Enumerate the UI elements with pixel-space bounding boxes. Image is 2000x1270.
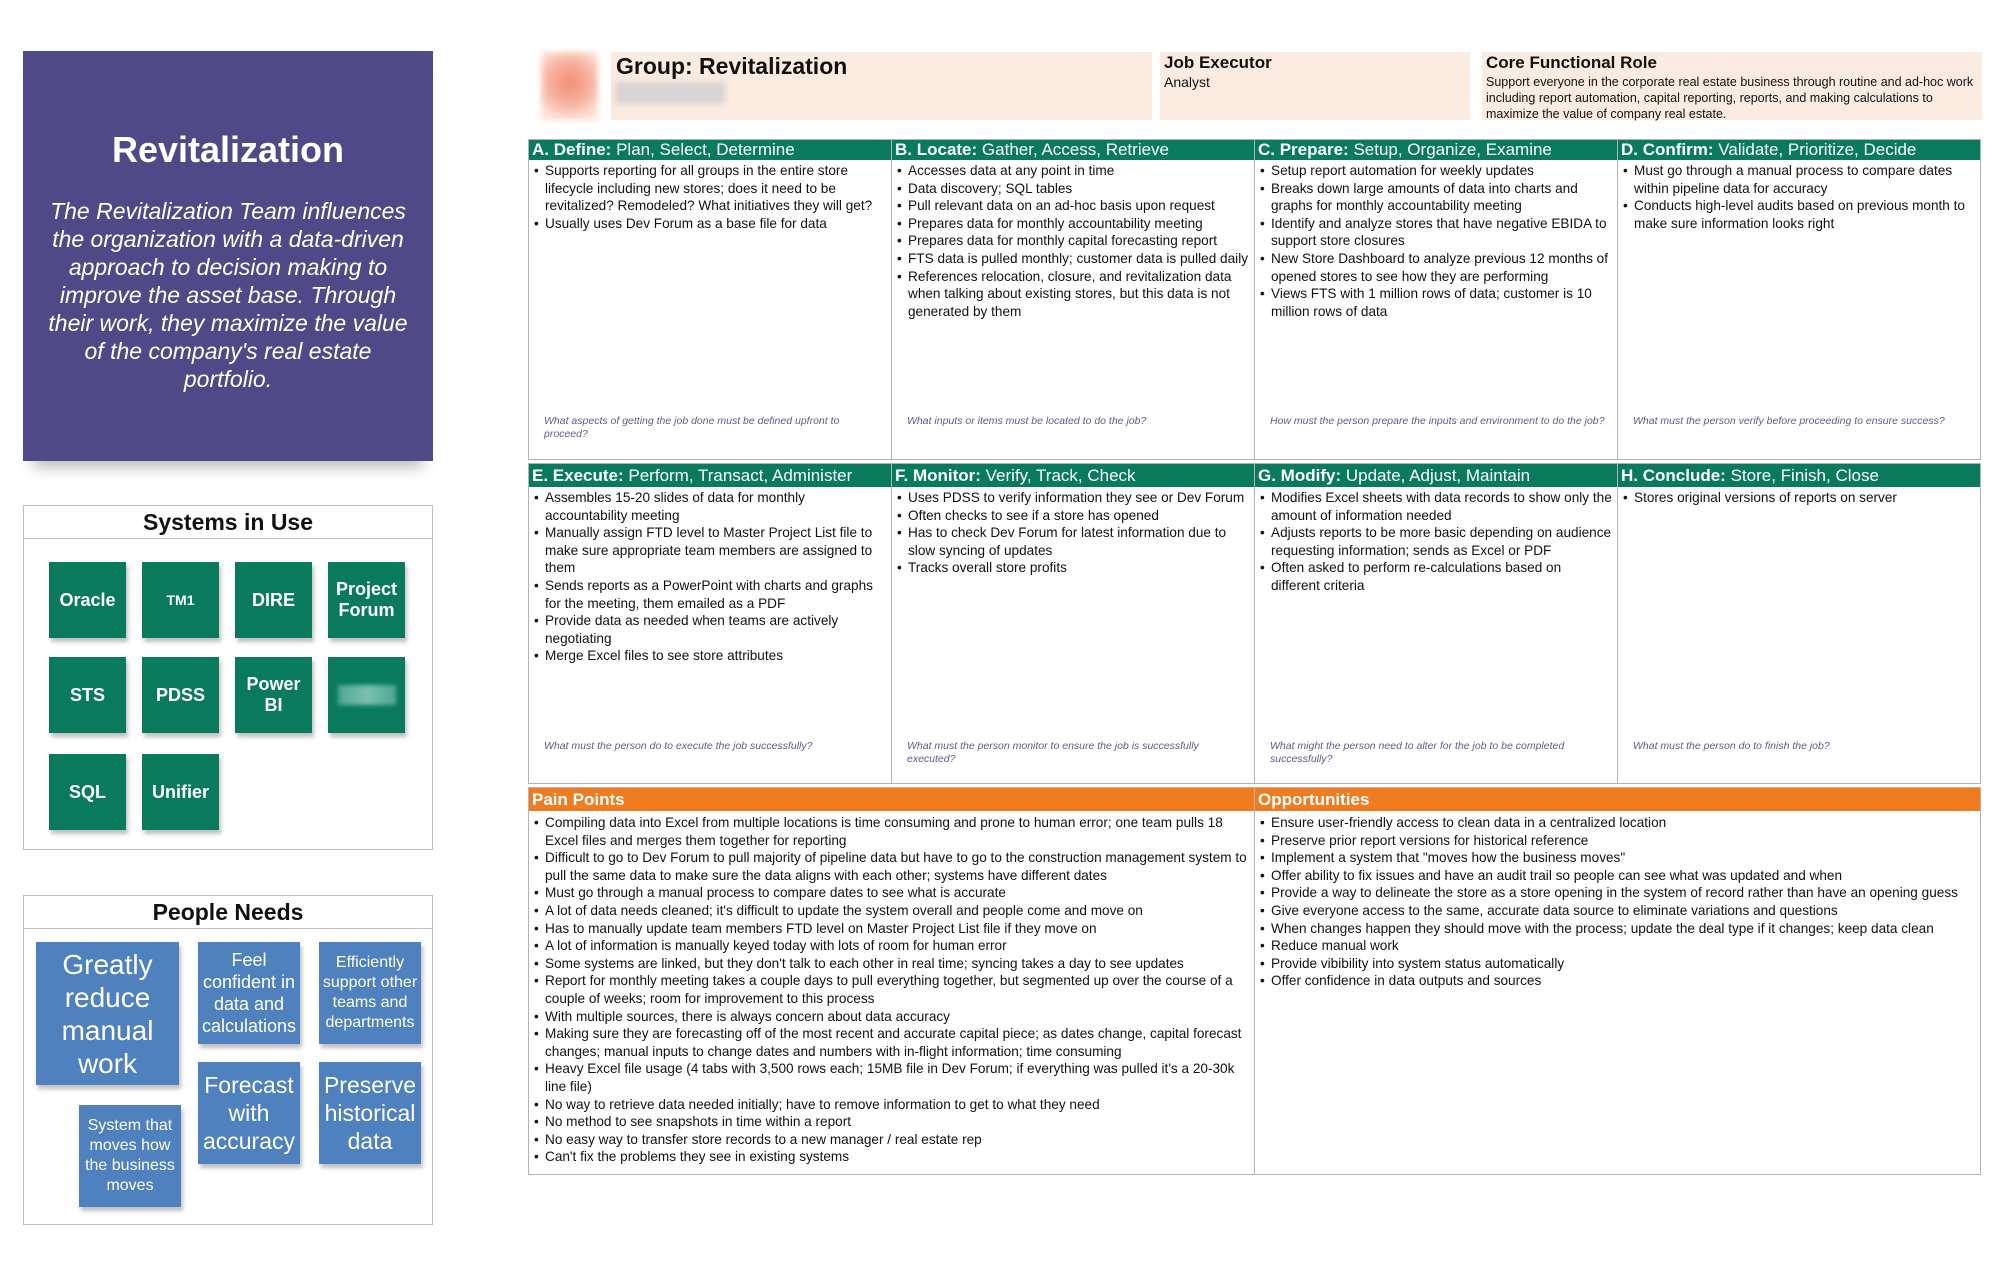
bullet-item: • No method to see snapshots in time within a report: [534, 1113, 1250, 1131]
redacted-label: [338, 685, 396, 705]
system-tile-sts: STS: [49, 657, 126, 733]
bullet-item: • Ensure user-friendly access to clean data in a centralized location: [1260, 814, 1976, 832]
bullet-item: • Stores original versions of reports on server: [1623, 489, 1976, 507]
bullet-item: • Setup report automation for weekly updates: [1260, 162, 1613, 180]
bullet-item: • Manually assign FTD level to Master Project List file to make sure appropriate team members are assigned to them: [534, 524, 887, 577]
bullet-item: • Implement a system that "moves how the business moves": [1260, 849, 1976, 867]
pain-points-title: Pain Points: [529, 788, 1254, 811]
stage-conclude-bullets: [1618, 487, 1980, 507]
bullet-item: • Some systems are linked, but they don't talk to each other in real time; syncing takes a day to see updates: [534, 955, 1250, 973]
bullet-item: • Provide a way to delineate the store as a store opening in the system of record rather than have an opening guess: [1260, 884, 1976, 902]
stage-conclude: [1617, 463, 1981, 784]
pain-points-list: [529, 811, 1254, 1166]
bullet-item: • No way to retrieve data needed initially; have to remove information to get to what they need: [534, 1096, 1250, 1114]
bullet-item: • Has to check Dev Forum for latest information due to slow syncing of updates: [897, 524, 1250, 559]
bullet-item: • Compiling data into Excel from multiple locations is time consuming and prone to human error; one team pulls 18 Excel files and merges them together for reporting: [534, 814, 1250, 849]
bullet-item: • Has to manually update team members FTD level on Master Project List file if they move on: [534, 920, 1250, 938]
core-role-label: Core Functional Role: [1486, 53, 1657, 72]
stage-monitor-bullets: [892, 487, 1254, 577]
stage-prepare: [1254, 139, 1618, 460]
bullet-item: • Adjusts reports to be more basic depending on audience requesting information; sends as Excel or PDF: [1260, 524, 1613, 559]
bullet-item: • Often asked to perform re-calculations based on different criteria: [1260, 559, 1613, 594]
need-note-system-moves: System that moves how the business moves: [79, 1105, 181, 1207]
redacted-name: [615, 82, 725, 104]
opportunities-list: [1255, 811, 1980, 990]
opportunities-title: Opportunities: [1255, 788, 1980, 811]
stage-locate: [891, 139, 1255, 460]
job-executor-box: [1160, 52, 1470, 120]
stage-confirm-question: What must the person verify before proceeding to ensure success?: [1633, 415, 1945, 427]
group-header: [611, 52, 1152, 120]
stage-locate-bullets: [892, 160, 1254, 320]
bullet-item: • Heavy Excel file usage (4 tabs with 3,500 rows each; 15MB file in Dev Forum; if everything was pulled it's a 20-30k line file): [534, 1060, 1250, 1095]
stage-execute: [528, 463, 892, 784]
stage-confirm-header: D. Confirm: Validate, Prioritize, Decide: [1618, 140, 1980, 160]
stage-execute-bullets: [529, 487, 891, 665]
bullet-item: • With multiple sources, there is always concern about data accuracy: [534, 1008, 1250, 1026]
systems-title: Systems in Use: [24, 506, 432, 539]
bullet-item: • Merge Excel files to see store attributes: [534, 647, 887, 665]
bullet-item: • Identify and analyze stores that have negative EBIDA to support store closures: [1260, 215, 1613, 250]
stage-confirm-bullets: [1618, 160, 1980, 232]
pain-points-section: [528, 787, 1255, 1175]
bullet-item: • Prepares data for monthly capital forecasting report: [897, 232, 1250, 250]
core-role-value: Support everyone in the corporate real estate business through routine and ad-hoc work including report automation, capital reporting, reports, and making calculations to maximize the value of company real estate.: [1486, 75, 1974, 121]
job-executor-label: Job Executor: [1164, 53, 1272, 72]
bullet-item: • Prepares data for monthly accountability meeting: [897, 215, 1250, 233]
system-tile-dire: DIRE: [235, 562, 312, 638]
stage-monitor-question: What must the person monitor to ensure the job is successfully executed?: [907, 740, 1199, 765]
stage-conclude-header: H. Conclude: Store, Finish, Close: [1618, 464, 1980, 487]
team-description: The Revitalization Team influences the organization with a data-driven approach to decision making to improve the asset base. Through their work, they maximize the value of the company's real estate portfolio.: [48, 198, 408, 392]
core-role-box: [1482, 52, 1982, 120]
bullet-item: • A lot of information is manually keyed today with lots of room for human error: [534, 937, 1250, 955]
bullet-item: • Breaks down large amounts of data into charts and graphs for monthly accountability meeting: [1260, 180, 1613, 215]
bullet-item: • Provide vibibility into system status automatically: [1260, 955, 1976, 973]
bullet-item: • FTS data is pulled monthly; customer data is pulled daily: [897, 250, 1250, 268]
bullet-item: • New Store Dashboard to analyze previous 12 months of opened stores to see how they are performing: [1260, 250, 1613, 285]
bullet-item: • Can't fix the problems they see in existing systems: [534, 1148, 1250, 1166]
bullet-item: • Tracks overall store profits: [897, 559, 1250, 577]
bullet-item: • Uses PDSS to verify information they see or Dev Forum: [897, 489, 1250, 507]
system-tile-tm1: TM1: [142, 562, 219, 638]
need-note-reduce-manual-work: Greatly reduce manual work: [36, 942, 179, 1085]
stage-define-header: A. Define: Plan, Select, Determine: [529, 140, 891, 160]
bullet-item: • Supports reporting for all groups in the entire store lifecycle including new stores; does it need to be revitalized? Remodeled? What initiatives they will get?: [534, 162, 887, 215]
bullet-item: • Assembles 15-20 slides of data for monthly accountability meeting: [534, 489, 887, 524]
system-tile-project-forum: Project Forum: [328, 562, 405, 638]
job-executor-value: Analyst: [1164, 74, 1210, 90]
people-needs-title: People Needs: [24, 896, 432, 929]
bullet-item: • Making sure they are forecasting off of the most recent and accurate capital piece; as dates change, capital forecast changes; manual inputs to change dates and numbers with in-flight information; time consuming: [534, 1025, 1250, 1060]
systems-in-use-panel: [23, 505, 433, 850]
people-needs-panel: [23, 895, 433, 1225]
bullet-item: • Difficult to go to Dev Forum to pull majority of pipeline data but have to go to the construction management system to pull the same data to make sure the data aligns with each other; systems have different dates: [534, 849, 1250, 884]
bullet-item: • Conducts high-level audits based on previous month to make sure information looks right: [1623, 197, 1976, 232]
bullet-item: • No easy way to transfer store records to a new manager / real estate rep: [534, 1131, 1250, 1149]
system-tile-pdss: PDSS: [142, 657, 219, 733]
stage-prepare-question: How must the person prepare the inputs and environment to do the job?: [1270, 415, 1605, 427]
bullet-item: • Often checks to see if a store has opened: [897, 507, 1250, 525]
stage-modify-bullets: [1255, 487, 1617, 595]
stage-monitor: [891, 463, 1255, 784]
bullet-item: • Must go through a manual process to compare dates within pipeline data for accuracy: [1623, 162, 1976, 197]
bullet-item: • Preserve prior report versions for historical reference: [1260, 832, 1976, 850]
bullet-item: • When changes happen they should move with the process; update the deal type if it changes; keep data clean: [1260, 920, 1976, 938]
group-title: Group: Revitalization: [616, 53, 848, 79]
system-tile-sql: SQL: [49, 754, 126, 830]
bullet-item: • Accesses data at any point in time: [897, 162, 1250, 180]
stage-modify: [1254, 463, 1618, 784]
bullet-item: • Modifies Excel sheets with data records to show only the amount of information needed: [1260, 489, 1613, 524]
stage-prepare-bullets: [1255, 160, 1617, 320]
system-tile-redacted: [328, 657, 405, 733]
opportunities-section: [1254, 787, 1981, 1175]
need-note-preserve-data: Preserve historical data: [319, 1062, 421, 1164]
stage-locate-header: B. Locate: Gather, Access, Retrieve: [892, 140, 1254, 160]
bullet-item: • Data discovery; SQL tables: [897, 180, 1250, 198]
bullet-item: • Offer confidence in data outputs and sources: [1260, 972, 1976, 990]
stage-define-question: What aspects of getting the job done must be defined upfront to proceed?: [544, 415, 840, 440]
bullet-item: • Sends reports as a PowerPoint with charts and graphs for the meeting, them emailed as a PDF: [534, 577, 887, 612]
team-summary-card: [23, 51, 433, 461]
stage-conclude-question: What must the person do to finish the job?: [1633, 740, 1830, 752]
bullet-item: • Views FTS with 1 million rows of data; customer is 10 million rows of data: [1260, 285, 1613, 320]
system-tile-power-bi: Power BI: [235, 657, 312, 733]
stage-define-bullets: [529, 160, 891, 232]
bullet-item: • References relocation, closure, and revitalization data when talking about existing stores, but this data is not generated by them: [897, 268, 1250, 321]
team-title: Revitalization: [111, 129, 345, 170]
need-note-forecast-accuracy: Forecast with accuracy: [198, 1062, 300, 1164]
need-note-feel-confident: Feel confident in data and calculations: [198, 942, 300, 1044]
system-tile-oracle: Oracle: [49, 562, 126, 638]
avatar: [541, 52, 598, 120]
stage-define: [528, 139, 892, 460]
need-note-support-teams: Efficiently support other teams and departments: [319, 942, 421, 1044]
bullet-item: • Offer ability to fix issues and have an audit trail so people can see what was updated and when: [1260, 867, 1976, 885]
bullet-item: • Give everyone access to the same, accurate data source to eliminate variations and questions: [1260, 902, 1976, 920]
system-tile-unifier: Unifier: [142, 754, 219, 830]
bullet-item: • Report for monthly meeting takes a couple days to pull everything together, but segmented up over the course of a couple of weeks; room for improvement to this process: [534, 972, 1250, 1007]
stage-locate-question: What inputs or items must be located to do the job?: [907, 415, 1147, 427]
stage-execute-header: E. Execute: Perform, Transact, Administer: [529, 464, 891, 487]
stage-execute-question: What must the person do to execute the job successfully?: [544, 740, 813, 752]
bullet-item: • Provide data as needed when teams are actively negotiating: [534, 612, 887, 647]
stage-prepare-header: C. Prepare: Setup, Organize, Examine: [1255, 140, 1617, 160]
bullet-item: • Must go through a manual process to compare dates to see what is accurate: [534, 884, 1250, 902]
bullet-item: • A lot of data needs cleaned; it's difficult to update the system overall and people come and move on: [534, 902, 1250, 920]
bullet-item: • Reduce manual work: [1260, 937, 1976, 955]
stage-confirm: [1617, 139, 1981, 460]
bullet-item: • Pull relevant data on an ad-hoc basis upon request: [897, 197, 1250, 215]
bullet-item: • Usually uses Dev Forum as a base file for data: [534, 215, 887, 233]
stage-monitor-header: F. Monitor: Verify, Track, Check: [892, 464, 1254, 487]
stage-modify-header: G. Modify: Update, Adjust, Maintain: [1255, 464, 1617, 487]
stage-modify-question: What might the person need to alter for the job to be completed successfully?: [1270, 740, 1565, 765]
